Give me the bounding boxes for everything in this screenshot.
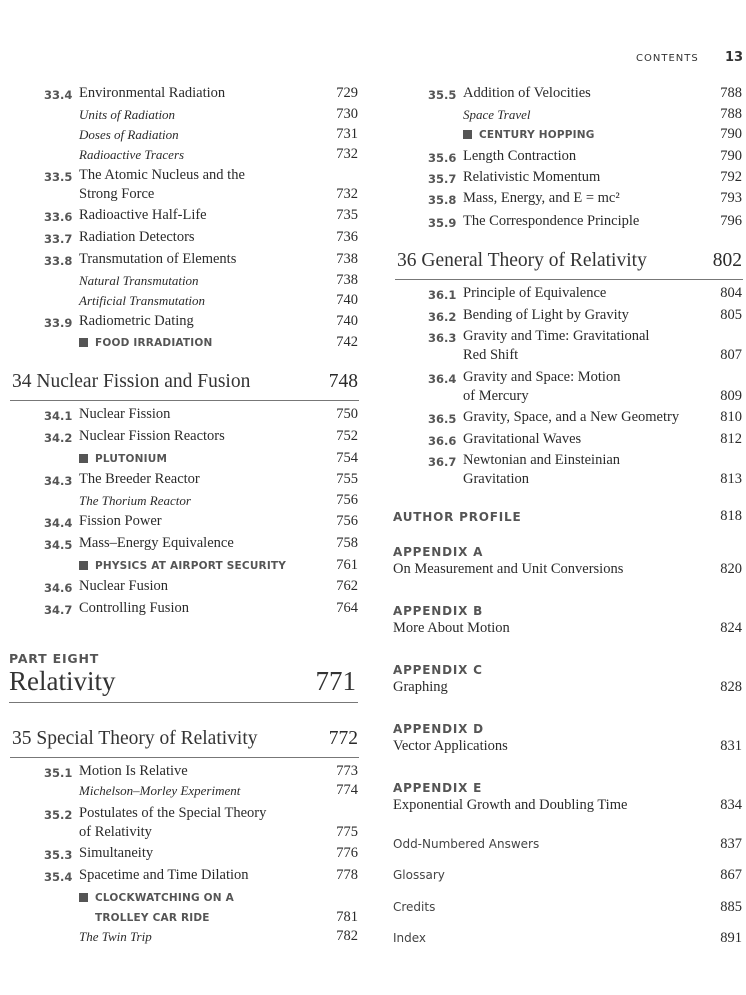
author-profile-heading: AUTHOR PROFILE — [393, 510, 522, 524]
chapter-heading: 35 Special Theory of Relativity — [12, 728, 258, 749]
toc-section-title: Postulates of the Special Theory — [79, 805, 267, 821]
toc-section-number: 36.4 — [428, 372, 457, 386]
toc-page-ref: 742 — [336, 334, 358, 350]
toc-section-number: 33.5 — [44, 170, 73, 184]
toc-page-ref: 788 — [720, 106, 742, 122]
toc-section-title: of Relativity — [79, 824, 152, 840]
toc-page-ref: 818 — [720, 508, 742, 524]
toc-page-ref: 810 — [720, 409, 742, 425]
toc-page-ref: 796 — [720, 213, 742, 229]
toc-section-title: Gravitational Waves — [463, 431, 582, 447]
appendix-title: More About Motion — [393, 620, 510, 636]
appendix-title: Vector Applications — [393, 738, 508, 754]
toc-section-title: Radiation Detectors — [79, 229, 195, 245]
toc-section-title: Spacetime and Time Dilation — [79, 867, 249, 883]
toc-section-title: Radioactive Half-Life — [79, 207, 207, 223]
chapter-rule — [395, 279, 743, 280]
toc-page-ref: 813 — [720, 471, 742, 487]
toc-subsection-title: Units of Radiation — [79, 107, 176, 122]
toc-page-ref: 748 — [328, 371, 358, 392]
toc-section-number: 36.1 — [428, 288, 457, 302]
toc-page-ref: 736 — [336, 229, 358, 245]
toc-section-title: Mass, Energy, and E = mc² — [463, 190, 620, 206]
toc-feature-box: PLUTONIUM — [79, 453, 167, 465]
running-header: CONTENTS — [636, 53, 699, 64]
toc-section-number: 34.1 — [44, 409, 73, 423]
toc-page-ref: 790 — [720, 148, 742, 164]
toc-feature-box: PHYSICS AT AIRPORT SECURITY — [79, 560, 286, 572]
toc-section-title: Length Contraction — [463, 148, 577, 164]
toc-page-ref: 824 — [720, 620, 742, 636]
toc-page-ref: 828 — [720, 679, 742, 695]
toc-page-ref: 793 — [720, 190, 742, 206]
page-number: 13 — [725, 50, 744, 65]
toc-page-ref: 761 — [336, 557, 358, 573]
toc-page-ref: 885 — [720, 899, 742, 915]
toc-page-ref: 752 — [336, 428, 358, 444]
toc-section-title: Gravitation — [463, 471, 530, 487]
toc-section-title: Addition of Velocities — [463, 85, 591, 101]
toc-page-ref: 756 — [336, 492, 358, 508]
toc-section-title: Environmental Radiation — [79, 85, 226, 101]
toc-section-title: Newtonian and Einsteinian — [463, 452, 621, 468]
toc-section-title: Transmutation of Elements — [79, 251, 237, 267]
toc-section-title: Bending of Light by Gravity — [463, 307, 629, 323]
toc-section-number: 34.6 — [44, 581, 73, 595]
toc-section-title: Gravity and Time: Gravitational — [463, 328, 650, 344]
toc-subsection-title: Natural Transmutation — [79, 273, 199, 288]
toc-section-title: Radiometric Dating — [79, 313, 194, 329]
toc-page-ref: 729 — [336, 85, 358, 101]
toc-section-number: 33.9 — [44, 316, 73, 330]
toc-feature-box: FOOD IRRADIATION — [79, 337, 213, 349]
toc-section-title: The Atomic Nucleus and the — [79, 167, 245, 183]
toc-page-ref: 735 — [336, 207, 358, 223]
part-rule — [9, 702, 358, 703]
toc-section-number: 35.3 — [44, 848, 73, 862]
appendix-label: APPENDIX C — [393, 663, 483, 677]
toc-subsection-title: Radioactive Tracers — [79, 147, 185, 162]
back-matter-title: Index — [393, 931, 427, 945]
toc-page-ref: 740 — [336, 292, 358, 308]
toc-page-ref: 732 — [336, 186, 358, 202]
toc-page-ref: 732 — [336, 146, 358, 162]
toc-page-ref: 775 — [336, 824, 358, 840]
toc-section-title: Fission Power — [79, 513, 162, 529]
toc-page-ref: 754 — [336, 450, 358, 466]
appendix-label: APPENDIX E — [393, 781, 483, 795]
appendix-title: Exponential Growth and Doubling Time — [393, 797, 628, 813]
chapter-heading: 34 Nuclear Fission and Fusion — [12, 371, 251, 392]
toc-section-number: 35.1 — [44, 766, 73, 780]
toc-page-ref: 792 — [720, 169, 742, 185]
toc-subsection-title: Michelson–Morley Experiment — [79, 783, 241, 798]
toc-page-ref: 750 — [336, 406, 358, 422]
toc-page-ref: 782 — [336, 928, 358, 944]
toc-section-number: 33.4 — [44, 88, 73, 102]
toc-feature-box: TROLLEY CAR RIDE — [95, 912, 210, 924]
toc-page-ref: 764 — [336, 600, 358, 616]
toc-section-number: 35.7 — [428, 172, 457, 186]
toc-section-title: Relativistic Momentum — [463, 169, 601, 185]
toc-section-title: Strong Force — [79, 186, 155, 202]
toc-section-title: Nuclear Fusion — [79, 578, 168, 594]
back-matter-title: Glossary — [393, 868, 445, 882]
toc-page-ref: 812 — [720, 431, 742, 447]
appendix-label: APPENDIX A — [393, 545, 484, 559]
toc-page-ref: 772 — [328, 728, 358, 749]
toc-subsection-title: Artificial Transmutation — [79, 293, 206, 308]
toc-section-title: Principle of Equivalence — [463, 285, 607, 301]
appendix-label: APPENDIX B — [393, 604, 484, 618]
back-matter-title: Odd-Numbered Answers — [393, 837, 540, 851]
toc-section-title: Controlling Fusion — [79, 600, 189, 616]
toc-page-ref: 804 — [720, 285, 742, 301]
toc-section-number: 35.2 — [44, 808, 73, 822]
toc-page-ref: 738 — [336, 272, 358, 288]
toc-section-title: Gravity and Space: Motion — [463, 369, 621, 385]
toc-page-ref: 781 — [336, 909, 358, 925]
toc-section-number: 34.5 — [44, 538, 73, 552]
toc-page-ref: 867 — [720, 867, 742, 883]
toc-section-title: Red Shift — [463, 347, 519, 363]
appendix-title: On Measurement and Unit Conversions — [393, 561, 624, 577]
chapter-heading: 36 General Theory of Relativity — [397, 250, 647, 271]
toc-section-number: 35.6 — [428, 151, 457, 165]
toc-page-ref: 730 — [336, 106, 358, 122]
toc-section-title: The Correspondence Principle — [463, 213, 640, 229]
toc-subsection-title: Doses of Radiation — [79, 127, 179, 142]
toc-section-title: Nuclear Fission — [79, 406, 171, 422]
toc-page-ref: 774 — [336, 782, 358, 798]
toc-section-number: 34.4 — [44, 516, 73, 530]
toc-section-number: 35.4 — [44, 870, 73, 884]
toc-section-title: Simultaneity — [79, 845, 154, 861]
toc-section-number: 34.7 — [44, 603, 73, 617]
toc-section-number: 36.7 — [428, 455, 457, 469]
toc-feature-box: CLOCKWATCHING ON A — [79, 892, 234, 904]
toc-page-ref: 837 — [720, 836, 742, 852]
toc-subsection-title: Space Travel — [463, 107, 531, 122]
toc-section-number: 34.2 — [44, 431, 73, 445]
toc-section-number: 36.6 — [428, 434, 457, 448]
toc-section-number: 35.5 — [428, 88, 457, 102]
toc-section-title: The Breeder Reactor — [79, 471, 200, 487]
toc-page-ref: 771 — [315, 666, 356, 696]
toc-subsection-title: The Thorium Reactor — [79, 493, 191, 508]
toc-section-number: 36.5 — [428, 412, 457, 426]
toc-section-title: Mass–Energy Equivalence — [79, 535, 234, 551]
toc-subsection-title: The Twin Trip — [79, 929, 152, 944]
toc-section-title: Gravity, Space, and a New Geometry — [463, 409, 680, 425]
toc-page-ref: 802 — [712, 250, 742, 271]
toc-section-number: 33.8 — [44, 254, 73, 268]
toc-section-title: Nuclear Fission Reactors — [79, 428, 225, 444]
toc-page-ref: 731 — [336, 126, 358, 142]
toc-page-ref: 762 — [336, 578, 358, 594]
toc-page-ref: 831 — [720, 738, 742, 754]
back-matter-title: Credits — [393, 900, 436, 914]
toc-page-ref: 755 — [336, 471, 358, 487]
toc-page-ref: 756 — [336, 513, 358, 529]
part-label: PART EIGHT — [9, 651, 100, 666]
toc-page-ref: 740 — [336, 313, 358, 329]
toc-section-number: 36.3 — [428, 331, 457, 345]
toc-section-number: 33.7 — [44, 232, 73, 246]
toc-page-ref: 773 — [336, 763, 358, 779]
toc-page-ref: 788 — [720, 85, 742, 101]
toc-section-number: 35.8 — [428, 193, 457, 207]
appendix-label: APPENDIX D — [393, 722, 484, 736]
toc-section-number: 33.6 — [44, 210, 73, 224]
toc-section-title: of Mercury — [463, 388, 529, 404]
toc-page-ref: 891 — [720, 930, 742, 946]
chapter-rule — [10, 400, 359, 401]
toc-section-number: 35.9 — [428, 216, 457, 230]
toc-page-ref: 805 — [720, 307, 742, 323]
part-title: Relativity — [9, 666, 116, 696]
toc-page-ref: 807 — [720, 347, 742, 363]
toc-page-ref: 758 — [336, 535, 358, 551]
toc-page-ref: 809 — [720, 388, 742, 404]
appendix-title: Graphing — [393, 679, 448, 695]
toc-page-ref: 778 — [336, 867, 358, 883]
chapter-rule — [10, 757, 359, 758]
toc-page-ref: 834 — [720, 797, 742, 813]
toc-feature-box: CENTURY HOPPING — [463, 129, 595, 141]
toc-page-ref: 738 — [336, 251, 358, 267]
toc-section-number: 34.3 — [44, 474, 73, 488]
toc-page-ref: 820 — [720, 561, 742, 577]
toc-page-ref: 790 — [720, 126, 742, 142]
toc-page-ref: 776 — [336, 845, 358, 861]
toc-section-number: 36.2 — [428, 310, 457, 324]
toc-section-title: Motion Is Relative — [79, 763, 188, 779]
